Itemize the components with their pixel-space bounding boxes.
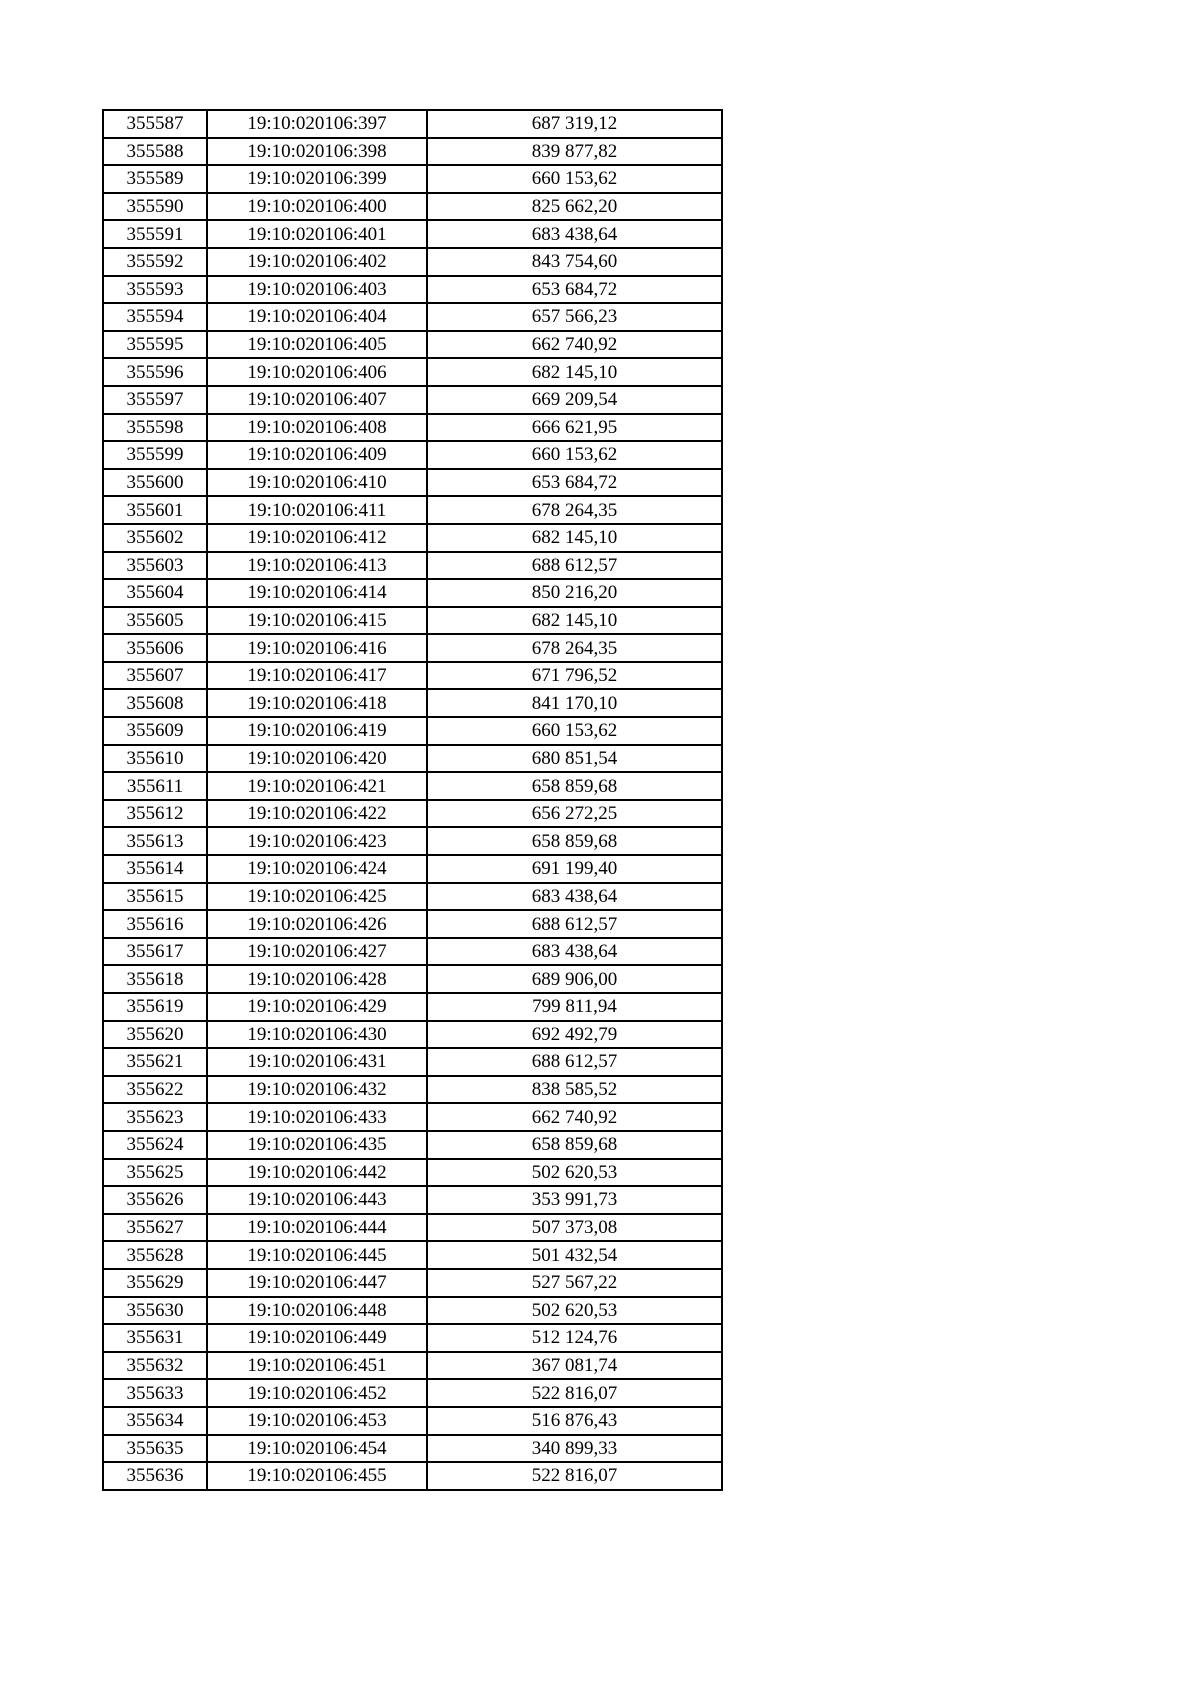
table-row [103,1048,722,1076]
row-number-cell: 355613 [103,827,207,855]
row-number-cell: 355589 [103,165,207,193]
row-number-cell: 355602 [103,524,207,552]
value-cell: 841 170,10 [427,689,722,717]
cadastral-number-cell: 19:10:020106:414 [207,579,427,607]
value-cell: 516 876,43 [427,1407,722,1435]
table-row [103,993,722,1021]
row-number-cell: 355601 [103,496,207,524]
table-row [103,248,722,276]
table-row [103,965,722,993]
cadastral-number-cell: 19:10:020106:435 [207,1131,427,1159]
cadastral-number-cell: 19:10:020106:425 [207,883,427,911]
table-row [103,772,722,800]
table-row [103,883,722,911]
value-cell: 353 991,73 [427,1186,722,1214]
cadastral-number-cell: 19:10:020106:420 [207,745,427,773]
row-number-cell: 355620 [103,1021,207,1049]
row-number-cell: 355587 [103,110,207,138]
value-cell: 653 684,72 [427,276,722,304]
value-cell: 662 740,92 [427,1103,722,1131]
value-cell: 843 754,60 [427,248,722,276]
row-number-cell: 355610 [103,745,207,773]
value-cell: 839 877,82 [427,138,722,166]
row-number-cell: 355605 [103,607,207,635]
table-row [103,165,722,193]
row-number-cell: 355618 [103,965,207,993]
table-row [103,689,722,717]
value-cell: 688 612,57 [427,1048,722,1076]
value-cell: 682 145,10 [427,607,722,635]
table-row [103,110,722,138]
row-number-cell: 355627 [103,1214,207,1242]
value-cell: 653 684,72 [427,469,722,497]
value-cell: 507 373,08 [427,1214,722,1242]
table-row [103,1297,722,1325]
value-cell: 682 145,10 [427,524,722,552]
table-row [103,1214,722,1242]
cadastral-number-cell: 19:10:020106:402 [207,248,427,276]
cadastral-number-cell: 19:10:020106:405 [207,331,427,359]
value-cell: 660 153,62 [427,717,722,745]
value-cell: 671 796,52 [427,662,722,690]
row-number-cell: 355607 [103,662,207,690]
table-row [103,1269,722,1297]
value-cell: 658 859,68 [427,827,722,855]
value-cell: 522 816,07 [427,1462,722,1490]
table-row [103,1186,722,1214]
row-number-cell: 355636 [103,1462,207,1490]
row-number-cell: 355594 [103,303,207,331]
table-row [103,910,722,938]
cadastral-number-cell: 19:10:020106:427 [207,938,427,966]
value-cell: 683 438,64 [427,220,722,248]
table-row [103,1241,722,1269]
row-number-cell: 355623 [103,1103,207,1131]
cadastral-number-cell: 19:10:020106:433 [207,1103,427,1131]
cadastral-number-cell: 19:10:020106:452 [207,1379,427,1407]
row-number-cell: 355588 [103,138,207,166]
cadastral-number-cell: 19:10:020106:451 [207,1352,427,1380]
row-number-cell: 355604 [103,579,207,607]
cadastral-number-cell: 19:10:020106:445 [207,1241,427,1269]
cadastral-number-cell: 19:10:020106:408 [207,414,427,442]
row-number-cell: 355600 [103,469,207,497]
value-cell: 501 432,54 [427,1241,722,1269]
value-cell: 850 216,20 [427,579,722,607]
row-number-cell: 355615 [103,883,207,911]
row-number-cell: 355635 [103,1435,207,1463]
table-row [103,331,722,359]
row-number-cell: 355629 [103,1269,207,1297]
value-cell: 669 209,54 [427,386,722,414]
value-cell: 660 153,62 [427,165,722,193]
cadastral-number-cell: 19:10:020106:448 [207,1297,427,1325]
row-number-cell: 355612 [103,800,207,828]
table-row [103,938,722,966]
value-cell: 658 859,68 [427,772,722,800]
cadastral-number-cell: 19:10:020106:397 [207,110,427,138]
table-row [103,414,722,442]
row-number-cell: 355630 [103,1297,207,1325]
value-cell: 660 153,62 [427,441,722,469]
row-number-cell: 355593 [103,276,207,304]
row-number-cell: 355592 [103,248,207,276]
table-row [103,1159,722,1187]
cadastral-number-cell: 19:10:020106:429 [207,993,427,1021]
table-row [103,276,722,304]
table-row [103,220,722,248]
cadastral-number-cell: 19:10:020106:413 [207,552,427,580]
table-row [103,607,722,635]
row-number-cell: 355603 [103,552,207,580]
cadastral-number-cell: 19:10:020106:428 [207,965,427,993]
cadastral-number-cell: 19:10:020106:430 [207,1021,427,1049]
cadastral-number-cell: 19:10:020106:410 [207,469,427,497]
cadastral-number-cell: 19:10:020106:407 [207,386,427,414]
cadastral-number-cell: 19:10:020106:432 [207,1076,427,1104]
cadastral-number-cell: 19:10:020106:421 [207,772,427,800]
row-number-cell: 355597 [103,386,207,414]
value-cell: 838 585,52 [427,1076,722,1104]
value-cell: 687 319,12 [427,110,722,138]
value-cell: 688 612,57 [427,910,722,938]
row-number-cell: 355619 [103,993,207,1021]
row-number-cell: 355616 [103,910,207,938]
row-number-cell: 355628 [103,1241,207,1269]
value-cell: 502 620,53 [427,1297,722,1325]
row-number-cell: 355633 [103,1379,207,1407]
row-number-cell: 355614 [103,855,207,883]
value-cell: 657 566,23 [427,303,722,331]
cadastral-number-cell: 19:10:020106:415 [207,607,427,635]
row-number-cell: 355596 [103,358,207,386]
table-row [103,1103,722,1131]
value-cell: 680 851,54 [427,745,722,773]
cadastral-number-cell: 19:10:020106:424 [207,855,427,883]
table-row [103,634,722,662]
cadastral-number-cell: 19:10:020106:454 [207,1435,427,1463]
table-row [103,662,722,690]
table-row [103,717,722,745]
row-number-cell: 355617 [103,938,207,966]
table-row [103,1021,722,1049]
value-cell: 662 740,92 [427,331,722,359]
row-number-cell: 355606 [103,634,207,662]
value-cell: 678 264,35 [427,496,722,524]
value-cell: 502 620,53 [427,1159,722,1187]
table-row [103,745,722,773]
table-row [103,386,722,414]
cadastral-number-cell: 19:10:020106:442 [207,1159,427,1187]
cadastral-number-cell: 19:10:020106:418 [207,689,427,717]
table-row [103,1435,722,1463]
row-number-cell: 355595 [103,331,207,359]
value-cell: 688 612,57 [427,552,722,580]
row-number-cell: 355608 [103,689,207,717]
table-body [103,110,722,1490]
value-cell: 527 567,22 [427,1269,722,1297]
table-row [103,552,722,580]
table-row [103,441,722,469]
row-number-cell: 355598 [103,414,207,442]
table-row [103,496,722,524]
row-number-cell: 355611 [103,772,207,800]
table-row [103,1131,722,1159]
table-row [103,193,722,221]
table-row [103,1352,722,1380]
row-number-cell: 355626 [103,1186,207,1214]
row-number-cell: 355632 [103,1352,207,1380]
cadastral-number-cell: 19:10:020106:412 [207,524,427,552]
table-row [103,1379,722,1407]
value-cell: 367 081,74 [427,1352,722,1380]
table-row [103,1407,722,1435]
cadastral-number-cell: 19:10:020106:422 [207,800,427,828]
table-row [103,138,722,166]
value-cell: 512 124,76 [427,1324,722,1352]
cadastral-number-cell: 19:10:020106:443 [207,1186,427,1214]
table-row [103,1324,722,1352]
cadastral-number-cell: 19:10:020106:419 [207,717,427,745]
cadastral-number-cell: 19:10:020106:404 [207,303,427,331]
value-cell: 678 264,35 [427,634,722,662]
cadastral-number-cell: 19:10:020106:417 [207,662,427,690]
table-row [103,800,722,828]
value-cell: 658 859,68 [427,1131,722,1159]
cadastral-number-cell: 19:10:020106:423 [207,827,427,855]
row-number-cell: 355624 [103,1131,207,1159]
value-cell: 656 272,25 [427,800,722,828]
value-cell: 522 816,07 [427,1379,722,1407]
table-row [103,579,722,607]
value-cell: 666 621,95 [427,414,722,442]
cadastral-number-cell: 19:10:020106:444 [207,1214,427,1242]
value-cell: 692 492,79 [427,1021,722,1049]
table-row [103,469,722,497]
row-number-cell: 355621 [103,1048,207,1076]
cadastral-number-cell: 19:10:020106:426 [207,910,427,938]
value-cell: 683 438,64 [427,883,722,911]
cadastral-number-cell: 19:10:020106:409 [207,441,427,469]
cadastral-number-cell: 19:10:020106:431 [207,1048,427,1076]
value-cell: 683 438,64 [427,938,722,966]
table-row [103,303,722,331]
cadastral-number-cell: 19:10:020106:406 [207,358,427,386]
cadastral-number-cell: 19:10:020106:455 [207,1462,427,1490]
value-cell: 691 199,40 [427,855,722,883]
cadastral-number-cell: 19:10:020106:453 [207,1407,427,1435]
table-row [103,524,722,552]
row-number-cell: 355590 [103,193,207,221]
table-row [103,1462,722,1490]
value-cell: 682 145,10 [427,358,722,386]
table-row [103,827,722,855]
table-row [103,358,722,386]
table-row [103,855,722,883]
value-cell: 340 899,33 [427,1435,722,1463]
cadastral-number-cell: 19:10:020106:401 [207,220,427,248]
cadastral-number-cell: 19:10:020106:416 [207,634,427,662]
cadastral-number-cell: 19:10:020106:400 [207,193,427,221]
cadastral-number-cell: 19:10:020106:399 [207,165,427,193]
row-number-cell: 355591 [103,220,207,248]
cadastral-number-cell: 19:10:020106:398 [207,138,427,166]
cadastral-number-cell: 19:10:020106:403 [207,276,427,304]
data-table [102,109,723,1491]
row-number-cell: 355625 [103,1159,207,1187]
value-cell: 689 906,00 [427,965,722,993]
table-row [103,1076,722,1104]
cadastral-number-cell: 19:10:020106:411 [207,496,427,524]
value-cell: 825 662,20 [427,193,722,221]
cadastral-number-cell: 19:10:020106:447 [207,1269,427,1297]
row-number-cell: 355599 [103,441,207,469]
cadastral-number-cell: 19:10:020106:449 [207,1324,427,1352]
row-number-cell: 355622 [103,1076,207,1104]
row-number-cell: 355609 [103,717,207,745]
value-cell: 799 811,94 [427,993,722,1021]
row-number-cell: 355631 [103,1324,207,1352]
row-number-cell: 355634 [103,1407,207,1435]
